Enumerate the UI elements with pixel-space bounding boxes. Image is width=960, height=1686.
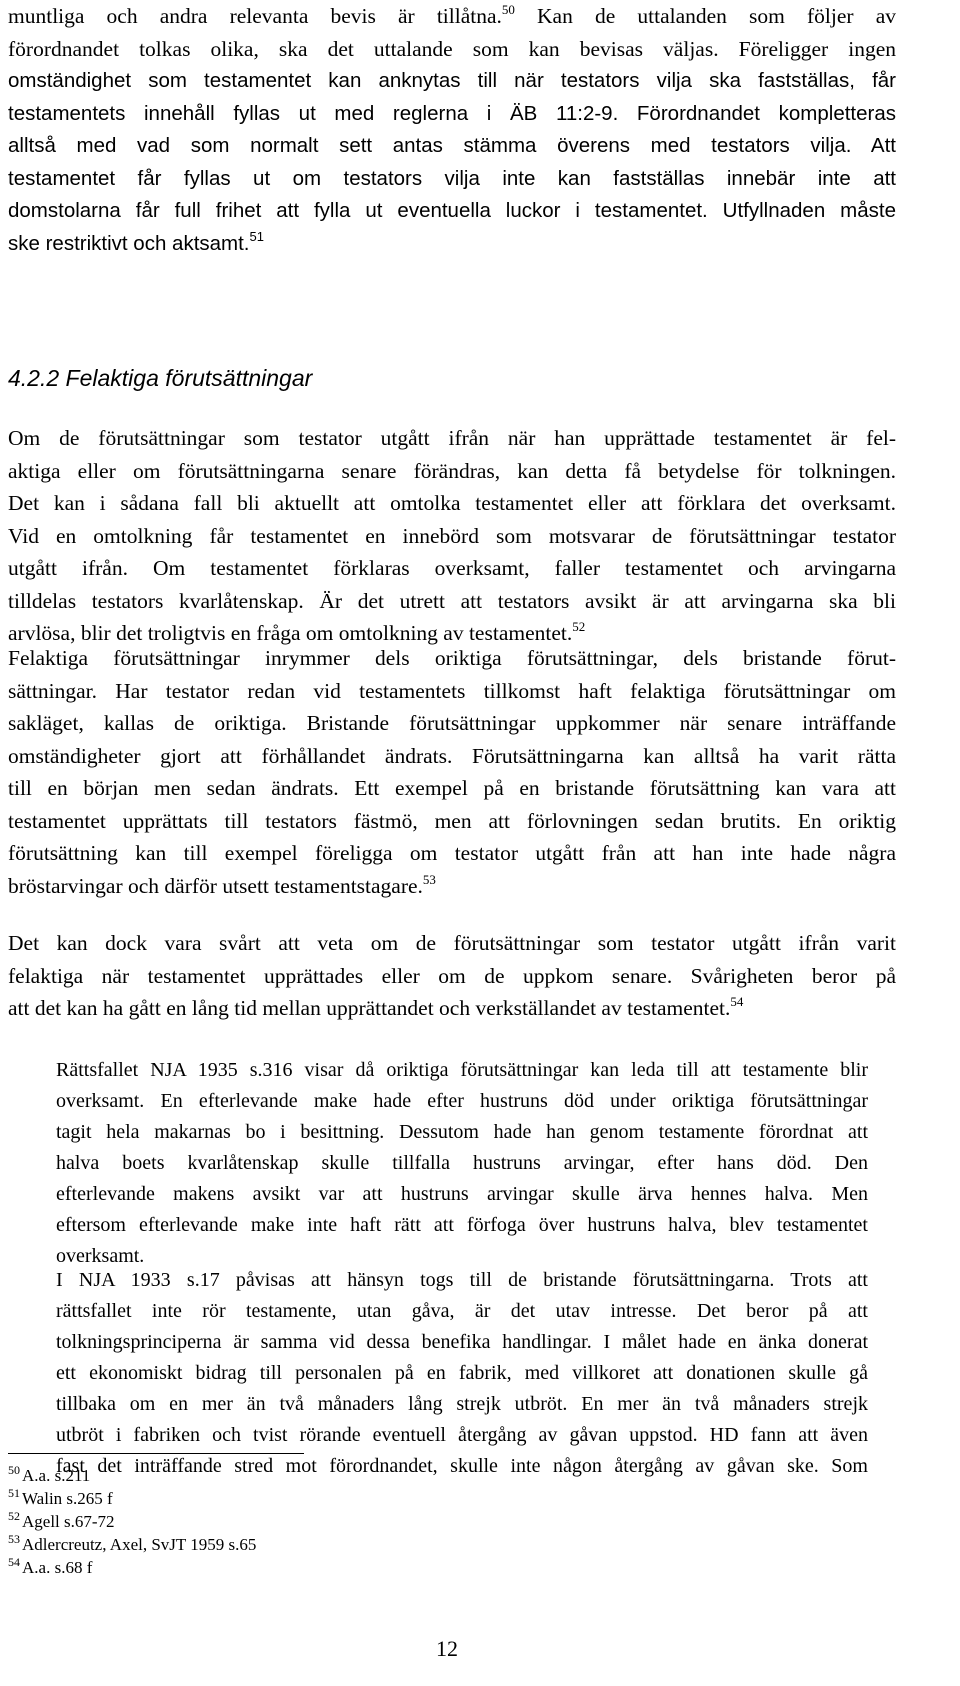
text-line: arvlösa, blir det troligtvis en fråga om omtolkning av testamentet.$^{52}$ [8,619,586,645]
text-line: till en början men sedan ändrats. Ett exempel på en bristande förutsättning kan vara att [8,776,896,800]
text-line: fast det inträffande stred mot förordnandet, skulle inte någon återgång av gåvan ske. Som [56,1455,868,1477]
text-line: Det kan dock vara svårt att veta om de förutsättningar som testator utgått ifrån varit [8,931,896,955]
text-line: I NJA 1933 s.17 påvisas att hänsyn togs till de bristande förutsättningarna. Trots att [56,1269,868,1291]
text-line: Felaktiga förutsättningar inrymmer dels oriktiga förutsättningar, dels bristande förut- [8,646,896,670]
paragraph-2 [8,422,896,650]
text-line: aktiga eller om förutsättningarna senare förändras, kan detta få betydelse för tolkningen. [8,458,896,483]
text-line: ske restriktivt och aktsamt.$^{51}$ [8,228,264,255]
paragraph-4 [8,927,896,1025]
text-line: muntliga och andra relevanta bevis är tillåtna.$^{50}$ Kan de uttalanden som följer av [8,2,896,28]
paragraph-1 [8,0,896,260]
text-line: förordnandet tolkas olika, ska det uttalande som kan bevisas väljas. Föreligger ingen [8,36,896,61]
text-line: felaktiga när testamentet upprättades eller om de uppkom senare. Svårigheten beror på [8,963,896,988]
text-line: Vid en omtolkning får testamentet en innebörd som motsvarar de förutsättningar testator [8,523,896,548]
text-line: rättsfallet inte rör testamente, utan gåva, är det utav intresse. Det beror på att [56,1300,868,1322]
footnote-ref-54[interactable]: 54 [730,994,744,1009]
text-line: eftersom efterlevande make inte haft rätt att förfoga över hustruns halva, blev testamentet [56,1214,868,1236]
footnote-53: $^{53}$ Adlercreutz, Axel, SvJT 1959 s.65 [8,1532,257,1554]
text-line: overksamt. [56,1245,145,1267]
footnote-ref-50[interactable]: 50 [501,2,515,17]
text-line: att det kan ha gått en lång tid mellan upprättandet och verkställandet av testamentet.$^{54}$ [8,994,744,1020]
text-line: bröstarvingar och därför utsett testamentstagare.$^{53}$ [8,871,436,898]
footnote-ref-53[interactable]: 53 [422,871,436,887]
text-line: halva boets kvarlåtenskap skulle tillfalla hustruns arvingar, efter hans död. Den [56,1152,868,1174]
text-line: ett ekonomiskt bidrag till personalen på en fabrik, med villkoret att donationen skulle gå [56,1362,868,1384]
paragraph-3 [8,642,896,902]
text-line: alltså med vad som normalt sett antas stämma överens med testators vilja. Att [8,134,896,157]
text-line: Rättsfallet NJA 1935 s.316 visar då oriktiga förutsättningar kan leda till att testamente blir [56,1059,868,1081]
text-line: tilldelas testators kvarlåtenskap. Är det utrett att testators avsikt är att arvingarna ska bli [8,588,896,613]
text-line: tagit hela makarnas bo i besittning. Dessutom hade han genom testamente förordnat att [56,1121,868,1143]
footnote-separator [8,1453,304,1454]
footnote-ref-52[interactable]: 52 [572,619,586,634]
section-heading: 4.2.2 Felaktiga förutsättningar [8,365,313,391]
text-line: efterlevande makens avsikt var att hustruns arvingar skulle ärva hennes halva. Men [56,1183,868,1205]
text-line: testamentets innehåll fyllas ut med reglerna i ÄB 11:2-9. Förordnandet kompletteras [8,101,896,125]
footnote-ref-51[interactable]: 51 [249,228,264,244]
text-line: tillbaka om en mer än två månaders lång strejk utbröt. En mer än två månaders strejk [56,1393,868,1415]
footnote-52: $^{52}$ Agell s.67-72 [8,1509,115,1531]
text-line: utgått ifrån. Om testamentet förklaras overksamt, faller testamentet och arvingarna [8,556,896,580]
text-line: förutsättning kan till exempel föreligga om testator utgått från att han inte hade några [8,841,896,865]
text-line: testamentet får fyllas ut om testators vilja inte kan fastställas innebär inte att [8,166,896,190]
text-line: omständigheter gjort att förhållandet ändrats. Förutsättningarna kan alltså ha varit rätta [8,743,896,768]
text-line: sättningar. Har testator redan vid testamentets tillkomst haft felaktiga förutsättningar om [8,678,896,703]
footnote-50: $^{50}$ A.a. s.211 [8,1463,91,1485]
text-line: tolkningsprinciperna är samma vid dessa benefika handlingar. I målet hade en änka donerat [56,1331,868,1353]
text-line: omständighet som testamentet kan anknytas till när testators vilja ska fastställas, får [8,69,896,92]
page-number: 12 [436,1636,458,1661]
case-quote-nja-1935 [56,1055,868,1272]
text-line: overksamt. En efterlevande make hade efter hustruns död under oriktiga förutsättningar [56,1090,868,1112]
footnotes [8,1464,256,1579]
text-line: Det kan i sådana fall bli aktuellt att omtolka testamentet eller att förklara det overksamt. [8,491,896,515]
text-line: domstolarna får full frihet att fylla ut eventuella luckor i testamentet. Utfyllnaden måste [8,199,896,222]
text-line: Om de förutsättningar som testator utgått ifrån när han upprättade testamentet är fel- [8,426,896,450]
footnote-51: $^{51}$ Walin s.265 f [8,1486,113,1508]
footnote-54: $^{54}$ A.a. s.68 f [8,1555,93,1577]
text-line: utbröt i fabriken och tvist rörande eventuell återgång av gåvan uppstod. HD fann att även [56,1424,868,1446]
case-quote-nja-1933 [56,1265,868,1482]
text-line: testamentet upprättats till testators fästmö, men att förlovningen sedan brutits. En oriktig [8,808,896,833]
text-line: sakläget, kallas de oriktiga. Bristande förutsättningar uppkommer när senare inträffande [8,711,896,735]
